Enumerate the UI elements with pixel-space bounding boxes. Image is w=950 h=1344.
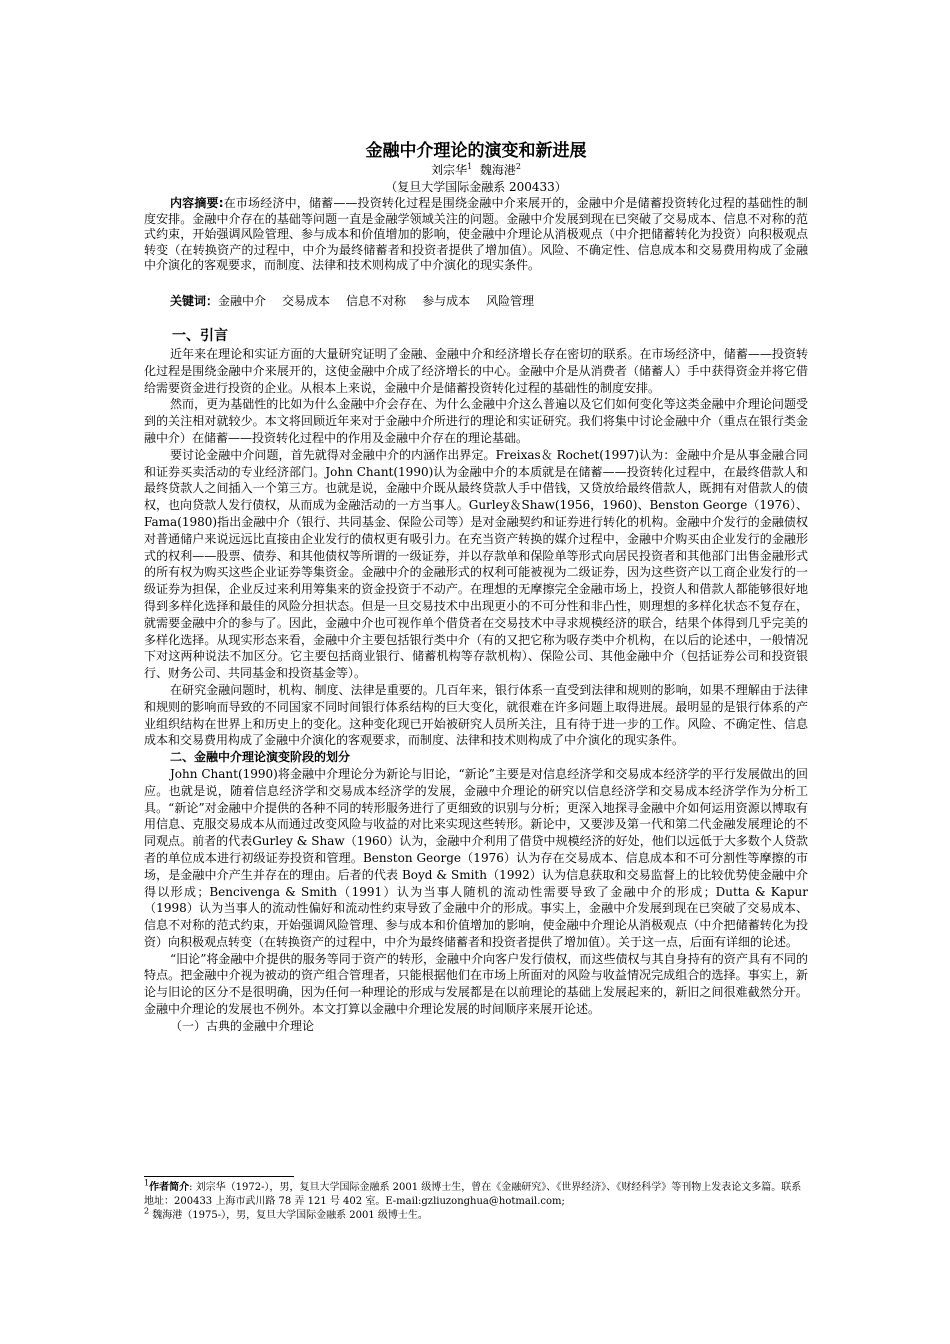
author-1: 刘宗华: [431, 163, 468, 177]
body-text: [144, 346, 808, 1035]
affiliation: （复旦大学国际金融系 200433）: [385, 180, 567, 194]
footnote-2: [144, 1206, 808, 1223]
author-line: [144, 162, 808, 178]
paragraph: 在研究金融问题时，机构、制度、法律是重要的。几百年来，银行体系一直受到法律和规则的影响，如果不理解由于法律和规则的影响而导致的不同国家不同时间银行体系结构的巨大变化，就很难在许多问题上取得进展。最明显的是银行体系的产业组织结构在世界上和历史上的变化。这种变化现已开始被研究人员所关注，且有待于进一步的工作。风险、不确定性、信息成本和交易费用构成了金融中介演化的客观要求，而制度、法律和技术则构成了中介演化的现实条件。: [144, 682, 808, 748]
footnotes: [144, 1178, 808, 1223]
section-heading-introduction: 一、引言: [172, 328, 228, 344]
footnote-2-mark: 2: [144, 1206, 150, 1216]
keywords-label: 关键词：: [170, 294, 219, 308]
footnote-1: [144, 1178, 808, 1209]
footnote-1-text: : 刘宗华（1972-），男，复旦大学国际金融系 2001 级博士生，曾在《金融研究》、《世界经济》、《财经科学》等刊物上发表论文多篇。联系地址：200433 上海市武川路 78 弄 121 号 402 室。E-mail:gzliuzonghua@hotmail.com;: [144, 1182, 802, 1207]
keyword: 风险管理: [486, 294, 535, 308]
abstract-text: 在市场经济中，储蓄——投资转化过程是围绕金融中介来展开的，金融中介是储蓄投资转化过程的基础性的制度安排。金融中介存在的基础等问题一直是金融学领域关注的问题。金融中介发展到现在已突破了交易成本、信息不对称的范式约束，开始强调风险管理、参与成本和价值增加的影响，使金融中介理论从消极观点（中介把储蓄转化为投资）向积极观点转变（在转换资产的过程中，中介为最终储蓄者和投资者提供了增加值）。风险、不确定性、信息成本和交易费用构成了金融中介演化的客观要求，而制度、法律和技术则构成了中介演化的现实条件。: [144, 196, 808, 273]
author-2-mark: 2: [515, 162, 521, 171]
footnote-1-label: 作者简介: [149, 1182, 190, 1193]
abstract: [144, 196, 808, 274]
footnote-2-text: 魏海港（1975-），男，复旦大学国际金融系 2001 级博士生。: [149, 1210, 428, 1221]
keyword: 信息不对称: [346, 294, 407, 308]
paragraph: John Chant(1990)将金融中介理论分为新论与旧论，“新论”主要是对信息经济学和交易成本经济学的平行发展做出的回应。也就是说，随着信息经济学和交易成本经济学的发展，金融中介理论的研究以信息经济学和交易成本经济学作为分析工具。“新论”对金融中介提供的各种不同的转形服务进行了更细致的识别与分析；更深入地探寻金融中介如何运用资源以博取有用信息、克服交易成本从而通过改变风险与收益的对比来实现这些转形。新论中，又要涉及第一代和第二代金融发展理论的不同观点。前者的代表Gurley & Shaw（1960）认为，金融中介利用了借贷中规模经济的好处，他们以远低于大多数个人贷款者的单位成本进行初级证券投资和管理。Benston George（1976）认为存在交易成本、信息成本和不可分割性等摩擦的市场，是金融中介产生并存在的理由。后者的代表 Boyd & Smith（1992）认为信息获取和交易监督上的比较优势使金融中介得以形成；Bencivenga & Smith（1991）认为当事人随机的流动性需要导致了金融中介的形成；Dutta & Kapur（1998）认为当事人的流动性偏好和流动性约束导致了金融中介的形成。事实上，金融中介发展到现在已突破了交易成本、信息不对称的范式约束，开始强调风险管理、参与成本和价值增加的影响，使金融中介理论从消极观点（中介把储蓄转化为投资）向积极观点转变（在转换资产的过程中，中介为最终储蓄者和投资者提供了增加值）。关于这一点，后面有详细的论述。: [144, 766, 808, 949]
paragraph: “旧论”将金融中介提供的服务等同于资产的转形，金融中介向客户发行债权，而这些债权与其自身持有的资产具有不同的特点。把金融中介视为被动的资产组合管理者，只能根据他们在市场上所面对的风险与收益情况完成组合的选择。事实上，新论与旧论的区分不是很明确，因为任何一种理论的形成与发展都是在以前理论的基础上发展起来的，新旧之间很难截然分开。金融中介理论的发展也不例外。本文打算以金融中介理论发展的时间顺序来展开论述。: [144, 951, 808, 1017]
section-heading-stages: 二、金融中介理论演变阶段的划分: [170, 750, 351, 765]
paragraph: 要讨论金融中介问题，首先就得对金融中介的内涵作出界定。Freixas＆ Rochet(1997)认为：金融中介是从事金融合同和证券买卖活动的专业经济部门。John Chant(1990)认为金融中介的本质就是在储蓄——投资转化过程中，在最终借款人和最终贷款人之间插入一个第三方。也就是说，金融中介既从最终贷款人手中借钱，又贷放给最终借款人，既拥有对借款人的债权，也向贷款人发行债权，从而成为金融活动的一方当事人。Gurley＆Shaw(1956，1960)、Benston George（1976）、Fama(1980)指出金融中介（银行、共同基金、保险公司等）是对金融契约和证券进行转化的机构。金融中介发行的金融债权对普通储户来说远远比直接由企业发行的债权更有吸引力。在充当资产转换的媒介过程中，金融中介购买由企业发行的金融形式的权利——股票、债券、和其他债权等所谓的一级证券，并以存款单和保险单等形式向居民投资者和其他部门出售金融形式的所有权为购买这些企业证券等集资金。金融中介的金融形式的权利可能被视为二级证券，因为这些资产以工商企业发行的一级证券为担保，企业反过来利用筹集来的资金投资于不动产。在理想的无摩擦完全金融市场上，投资人和借款人都能够很好地得到多样化选择和最佳的风险分担状态。但是一旦交易技术中出现更小的不可分性和非凸性，则理想的多样化状态不复存在，就需要金融中介的参与了。因此，金融中介也可视作单个借贷者在交易技术中寻求规模经济的联合，结果个体得到几乎完美的多样化选择。从现实形态来看，金融中介主要包括银行类中介（有的又把它称为吸存类中介机构，在以后的论述中，一般情况下对这两种说法不加区分。它主要包括商业银行、储蓄机构等存款机构）、保险公司、其他金融中介（包括证券公司和投资银行、财务公司、共同基金和投资基金等）。: [144, 447, 808, 681]
footnote-rule: [144, 1176, 294, 1177]
keyword: 金融中介: [218, 294, 267, 308]
keyword: 交易成本: [282, 294, 331, 308]
abstract-label: 内容摘要:: [170, 196, 224, 210]
footnote-1-mark: 1: [144, 1178, 150, 1188]
paper-title: 金融中介理论的演变和新进展: [365, 141, 587, 161]
author-2: 魏海港: [479, 163, 516, 177]
keywords: [144, 293, 808, 309]
subsection-heading-classical: （一）古典的金融中介理论: [170, 1018, 315, 1033]
paragraph: 近年来在理论和实证方面的大量研究证明了金融、金融中介和经济增长存在密切的联系。在市场经济中，储蓄——投资转化过程是围绕金融中介来展开的，这使金融中介成了经济增长的中心。金融中介是从消费者（储蓄人）手中获得资金并将它借给需要资金进行投资的企业。从根本上来说，金融中介是储蓄投资转化过程的基础性的制度安排。: [144, 347, 808, 395]
author-1-mark: 1: [467, 162, 473, 171]
keyword: 参与成本: [422, 294, 471, 308]
paragraph: 然而，更为基础性的比如为什么金融中介会存在、为什么金融中介这么普遍以及它们如何变化等这类金融中介理论问题受到的关注相对就较少。本文将回顾近年来对于金融中介所进行的理论和实证研究。我们将集中讨论金融中介（重点在银行类金融中介）在储蓄——投资转化过程中的作用及金融中介存在的理论基础。: [144, 397, 808, 445]
